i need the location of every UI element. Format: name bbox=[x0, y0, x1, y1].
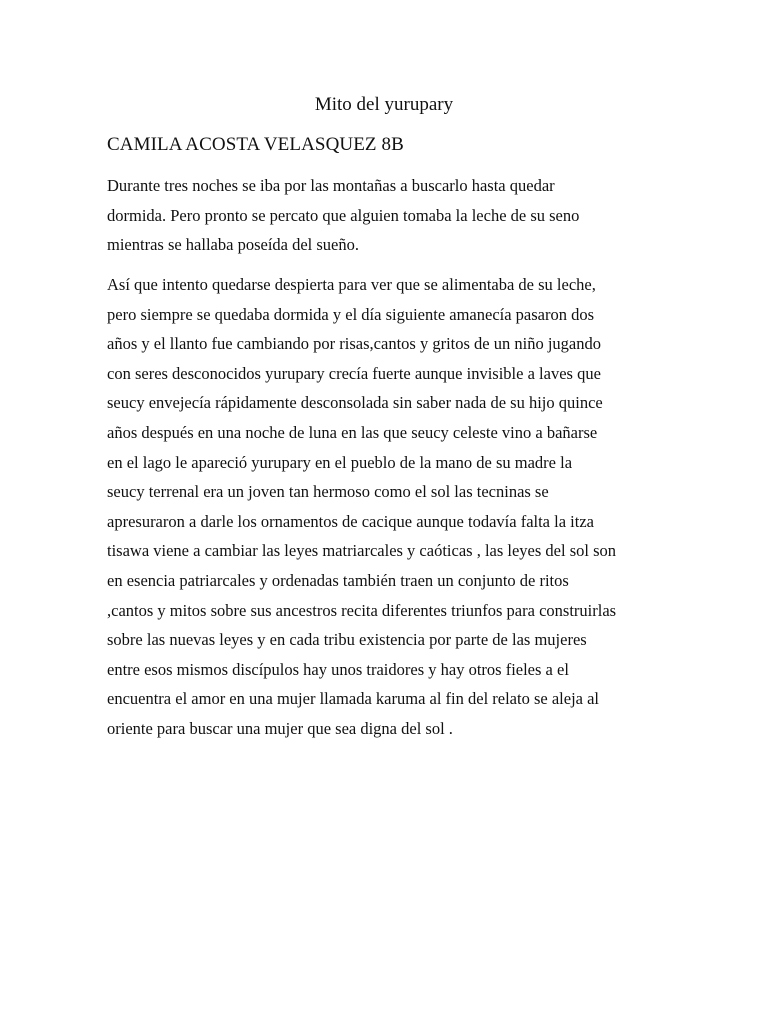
text-line: seucy terrenal era un joven tan hermoso como el sol las tecninas se bbox=[107, 482, 549, 502]
text-line: mientras se hallaba poseída del sueño. bbox=[107, 235, 360, 255]
text-line: seucy envejecía rápidamente desconsolada sin saber nada de su hijo quince bbox=[107, 393, 603, 413]
text-line: oriente para buscar una mujer que sea digna del sol . bbox=[107, 718, 453, 738]
text-line: dormida. Pero pronto se percato que alguien tomaba la leche de su seno bbox=[107, 205, 580, 225]
text-line: con seres desconocidos yurupary crecía fuerte aunque invisible a laves que bbox=[107, 363, 601, 383]
text-line: en el lago le apareció yurupary en el pueblo de la mano de su madre la bbox=[107, 452, 573, 472]
text-line: años después en una noche de luna en las que seucy celeste vino a bañarse bbox=[107, 422, 598, 442]
text-line: pero siempre se quedaba dormida y el día siguiente amanecía pasaron dos bbox=[107, 304, 595, 324]
text-line: en esencia patriarcales y ordenadas también traen un conjunto de ritos bbox=[107, 570, 569, 590]
paragraph-2 bbox=[107, 270, 667, 744]
text-line: encuentra el amor en una mujer llamada karuma al fin del relato se aleja al bbox=[107, 689, 600, 709]
text-line: Así que intento quedarse despierta para ver que se alimentaba de su leche, bbox=[107, 275, 596, 294]
document-title: Mito del yurupary bbox=[314, 94, 454, 115]
paragraph-1 bbox=[107, 171, 667, 260]
text-line: años y el llanto fue cambiando por risas,cantos y gritos de un niño jugando bbox=[107, 334, 601, 354]
text-line: Durante tres noches se iba por las montañas a buscarlo hasta quedar bbox=[107, 176, 555, 195]
author-line: CAMILA ACOSTA VELASQUEZ 8B bbox=[107, 134, 404, 155]
text-line: tisawa viene a cambiar las leyes matriarcales y caóticas , las leyes del sol son bbox=[107, 541, 617, 561]
text-line: apresuraron a darle los ornamentos de cacique aunque todavía falta la itza bbox=[107, 511, 594, 531]
text-line: ,cantos y mitos sobre sus ancestros recita diferentes triunfos para construirlas bbox=[107, 600, 617, 620]
text-line: entre esos mismos discípulos hay unos traidores y hay otros fieles a el bbox=[107, 659, 569, 679]
text-line: sobre las nuevas leyes y en cada tribu existencia por parte de las mujeres bbox=[107, 630, 587, 650]
